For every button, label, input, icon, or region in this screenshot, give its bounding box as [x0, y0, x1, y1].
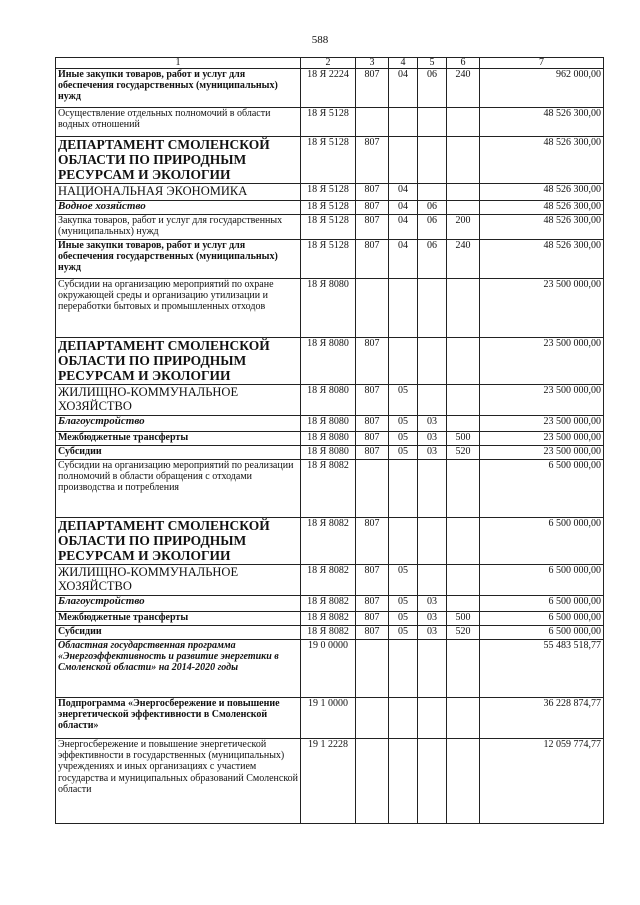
table-row: [56, 240, 604, 279]
target-code-cell: 18 Я 8082: [301, 460, 356, 518]
ministry-code-cell: [356, 460, 389, 518]
table-row: [56, 416, 604, 432]
subsection-code-cell: [418, 565, 447, 596]
section-code-cell: [389, 640, 418, 698]
section-code-cell: 04: [389, 240, 418, 279]
ministry-code-cell: [356, 698, 389, 739]
expense-type-cell: [447, 698, 480, 739]
subsection-code-cell: 03: [418, 626, 447, 640]
table-row: [56, 612, 604, 626]
ministry-code-cell: 807: [356, 240, 389, 279]
table-row: [56, 565, 604, 596]
amount-cell: 12 059 774,77: [480, 739, 604, 824]
item-name-cell: Межбюджетные трансферты: [56, 432, 301, 446]
item-name-cell: Субсидии: [56, 446, 301, 460]
amount-cell: 48 526 300,00: [480, 137, 604, 184]
table-row: [56, 739, 604, 824]
ministry-code-cell: 807: [356, 626, 389, 640]
ministry-code-cell: [356, 640, 389, 698]
target-code-cell: 18 Я 5128: [301, 201, 356, 215]
header-col-3: 3: [356, 58, 389, 69]
subsection-code-cell: 03: [418, 446, 447, 460]
target-code-cell: 18 Я 8082: [301, 565, 356, 596]
ministry-code-cell: [356, 739, 389, 824]
target-code-cell: 19 1 2228: [301, 739, 356, 824]
table-row: [56, 201, 604, 215]
amount-cell: 6 500 000,00: [480, 460, 604, 518]
target-code-cell: 18 Я 8080: [301, 385, 356, 416]
target-code-cell: 18 Я 8082: [301, 612, 356, 626]
ministry-code-cell: 807: [356, 215, 389, 240]
amount-cell: 48 526 300,00: [480, 240, 604, 279]
ministry-code-cell: 807: [356, 446, 389, 460]
ministry-code-cell: 807: [356, 432, 389, 446]
section-code-cell: 04: [389, 201, 418, 215]
item-name-cell: Благоустройство: [56, 596, 301, 612]
expense-type-cell: [447, 739, 480, 824]
target-code-cell: 18 Я 8082: [301, 626, 356, 640]
expense-type-cell: [447, 108, 480, 137]
subsection-code-cell: 06: [418, 201, 447, 215]
table-row: [56, 446, 604, 460]
item-name-cell: ЖИЛИЩНО-КОММУНАЛЬНОЕ ХОЗЯЙСТВО: [56, 565, 301, 596]
target-code-cell: 18 Я 8080: [301, 279, 356, 338]
section-code-cell: 05: [389, 416, 418, 432]
ministry-code-cell: 807: [356, 518, 389, 565]
item-name-cell: ЖИЛИЩНО-КОММУНАЛЬНОЕ ХОЗЯЙСТВО: [56, 385, 301, 416]
amount-cell: 48 526 300,00: [480, 215, 604, 240]
section-code-cell: [389, 137, 418, 184]
header-col-5: 5: [418, 58, 447, 69]
header-col-1: 1: [56, 58, 301, 69]
item-name-cell: ДЕПАРТАМЕНТ СМОЛЕНСКОЙ ОБЛАСТИ ПО ПРИРОДНЫМ РЕСУРСАМ И ЭКОЛОГИИ: [56, 137, 301, 184]
section-code-cell: 05: [389, 446, 418, 460]
budget-table: [55, 57, 604, 824]
section-code-cell: 04: [389, 215, 418, 240]
ministry-code-cell: [356, 108, 389, 137]
subsection-code-cell: [418, 698, 447, 739]
amount-cell: 48 526 300,00: [480, 201, 604, 215]
amount-cell: 23 500 000,00: [480, 416, 604, 432]
expense-type-cell: [447, 201, 480, 215]
subsection-code-cell: [418, 137, 447, 184]
table-row: [56, 279, 604, 338]
item-name-cell: Подпрограмма «Энергосбережение и повышение энергетической эффективности в Смоленской области»: [56, 698, 301, 739]
table-row: [56, 698, 604, 739]
expense-type-cell: [447, 137, 480, 184]
subsection-code-cell: [418, 518, 447, 565]
item-name-cell: НАЦИОНАЛЬНАЯ ЭКОНОМИКА: [56, 184, 301, 201]
item-name-cell: Благоустройство: [56, 416, 301, 432]
table-row: [56, 385, 604, 416]
header-col-6: 6: [447, 58, 480, 69]
target-code-cell: 18 Я 8080: [301, 446, 356, 460]
ministry-code-cell: 807: [356, 565, 389, 596]
subsection-code-cell: [418, 640, 447, 698]
expense-type-cell: 500: [447, 612, 480, 626]
amount-cell: 55 483 518,77: [480, 640, 604, 698]
table-row: [56, 596, 604, 612]
expense-type-cell: [447, 385, 480, 416]
item-name-cell: Водное хозяйство: [56, 201, 301, 215]
subsection-code-cell: [418, 460, 447, 518]
target-code-cell: 18 Я 5128: [301, 215, 356, 240]
expense-type-cell: 240: [447, 69, 480, 108]
ministry-code-cell: 807: [356, 201, 389, 215]
section-code-cell: [389, 698, 418, 739]
section-code-cell: 04: [389, 69, 418, 108]
target-code-cell: 18 Я 2224: [301, 69, 356, 108]
header-col-2: 2: [301, 58, 356, 69]
ministry-code-cell: 807: [356, 184, 389, 201]
subsection-code-cell: 03: [418, 596, 447, 612]
table-row: [56, 626, 604, 640]
section-code-cell: 05: [389, 432, 418, 446]
section-code-cell: 05: [389, 565, 418, 596]
item-name-cell: Областная государственная программа «Энергоэффективность и развитие энергетики в Смоленской области» на 2014-2020 годы: [56, 640, 301, 698]
section-code-cell: [389, 108, 418, 137]
amount-cell: 23 500 000,00: [480, 385, 604, 416]
target-code-cell: 18 Я 8080: [301, 416, 356, 432]
subsection-code-cell: [418, 739, 447, 824]
subsection-code-cell: 06: [418, 240, 447, 279]
item-name-cell: Иные закупки товаров, работ и услуг для обеспечения государственных (муниципальных) нужд: [56, 240, 301, 279]
target-code-cell: 18 Я 5128: [301, 137, 356, 184]
table-row: [56, 108, 604, 137]
ministry-code-cell: 807: [356, 69, 389, 108]
subsection-code-cell: [418, 279, 447, 338]
subsection-code-cell: 06: [418, 215, 447, 240]
subsection-code-cell: [418, 184, 447, 201]
amount-cell: 6 500 000,00: [480, 612, 604, 626]
item-name-cell: Энергосбережение и повышение энергетической эффективности в государственных (муниципальных) учреждениях и иных организациях с участием государства и муниципальных образований Смоленской области: [56, 739, 301, 824]
header-col-7: 7: [480, 58, 604, 69]
item-name-cell: Осуществление отдельных полномочий в области водных отношений: [56, 108, 301, 137]
expense-type-cell: 500: [447, 432, 480, 446]
amount-cell: 6 500 000,00: [480, 565, 604, 596]
subsection-code-cell: 03: [418, 612, 447, 626]
section-code-cell: [389, 279, 418, 338]
table-row: [56, 338, 604, 385]
table-row: [56, 460, 604, 518]
expense-type-cell: [447, 184, 480, 201]
subsection-code-cell: 03: [418, 432, 447, 446]
section-code-cell: 05: [389, 596, 418, 612]
table-header-row: [56, 58, 604, 69]
amount-cell: 48 526 300,00: [480, 108, 604, 137]
amount-cell: 23 500 000,00: [480, 446, 604, 460]
table-row: [56, 184, 604, 201]
section-code-cell: [389, 338, 418, 385]
section-code-cell: [389, 460, 418, 518]
target-code-cell: 18 Я 5128: [301, 240, 356, 279]
expense-type-cell: [447, 338, 480, 385]
expense-type-cell: [447, 518, 480, 565]
budget-table-body: [56, 58, 604, 824]
amount-cell: 23 500 000,00: [480, 432, 604, 446]
expense-type-cell: [447, 640, 480, 698]
target-code-cell: 19 1 0000: [301, 698, 356, 739]
section-code-cell: 05: [389, 385, 418, 416]
item-name-cell: Межбюджетные трансферты: [56, 612, 301, 626]
expense-type-cell: 240: [447, 240, 480, 279]
ministry-code-cell: 807: [356, 596, 389, 612]
table-row: [56, 137, 604, 184]
target-code-cell: 19 0 0000: [301, 640, 356, 698]
ministry-code-cell: [356, 279, 389, 338]
ministry-code-cell: 807: [356, 137, 389, 184]
target-code-cell: 18 Я 5128: [301, 108, 356, 137]
expense-type-cell: 520: [447, 626, 480, 640]
section-code-cell: 05: [389, 612, 418, 626]
subsection-code-cell: [418, 385, 447, 416]
target-code-cell: 18 Я 8080: [301, 432, 356, 446]
page-number: 588: [311, 34, 329, 46]
amount-cell: 23 500 000,00: [480, 338, 604, 385]
expense-type-cell: 200: [447, 215, 480, 240]
amount-cell: 48 526 300,00: [480, 184, 604, 201]
table-row: [56, 69, 604, 108]
item-name-cell: Субсидии на организацию мероприятий по реализации полномочий в области обращения с отходами производства и потребления: [56, 460, 301, 518]
amount-cell: 6 500 000,00: [480, 518, 604, 565]
section-code-cell: 04: [389, 184, 418, 201]
table-row: [56, 215, 604, 240]
section-code-cell: 05: [389, 626, 418, 640]
expense-type-cell: [447, 279, 480, 338]
ministry-code-cell: 807: [356, 612, 389, 626]
amount-cell: 6 500 000,00: [480, 596, 604, 612]
table-row: [56, 518, 604, 565]
section-code-cell: [389, 739, 418, 824]
amount-cell: 36 228 874,77: [480, 698, 604, 739]
table-row: [56, 640, 604, 698]
expense-type-cell: [447, 565, 480, 596]
expense-type-cell: [447, 596, 480, 612]
subsection-code-cell: [418, 338, 447, 385]
ministry-code-cell: 807: [356, 416, 389, 432]
target-code-cell: 18 Я 8080: [301, 338, 356, 385]
target-code-cell: 18 Я 5128: [301, 184, 356, 201]
target-code-cell: 18 Я 8082: [301, 596, 356, 612]
expense-type-cell: [447, 416, 480, 432]
table-row: [56, 432, 604, 446]
item-name-cell: Закупка товаров, работ и услуг для государственных (муниципальных) нужд: [56, 215, 301, 240]
subsection-code-cell: 06: [418, 69, 447, 108]
ministry-code-cell: 807: [356, 338, 389, 385]
expense-type-cell: [447, 460, 480, 518]
amount-cell: 962 000,00: [480, 69, 604, 108]
item-name-cell: ДЕПАРТАМЕНТ СМОЛЕНСКОЙ ОБЛАСТИ ПО ПРИРОДНЫМ РЕСУРСАМ И ЭКОЛОГИИ: [56, 338, 301, 385]
expense-type-cell: 520: [447, 446, 480, 460]
target-code-cell: 18 Я 8082: [301, 518, 356, 565]
item-name-cell: ДЕПАРТАМЕНТ СМОЛЕНСКОЙ ОБЛАСТИ ПО ПРИРОДНЫМ РЕСУРСАМ И ЭКОЛОГИИ: [56, 518, 301, 565]
item-name-cell: Иные закупки товаров, работ и услуг для обеспечения государственных (муниципальных) нужд: [56, 69, 301, 108]
subsection-code-cell: 03: [418, 416, 447, 432]
header-col-4: 4: [389, 58, 418, 69]
ministry-code-cell: 807: [356, 385, 389, 416]
item-name-cell: Субсидии на организацию мероприятий по охране окружающей среды и организацию утилизации и переработки бытовых и промышленных отходов: [56, 279, 301, 338]
amount-cell: 6 500 000,00: [480, 626, 604, 640]
amount-cell: 23 500 000,00: [480, 279, 604, 338]
subsection-code-cell: [418, 108, 447, 137]
section-code-cell: [389, 518, 418, 565]
item-name-cell: Субсидии: [56, 626, 301, 640]
